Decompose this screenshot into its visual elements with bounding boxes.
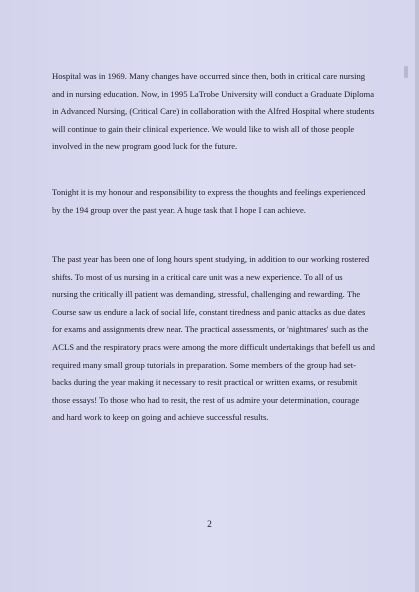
text-line: ACLS and the respiratory pracs were among the more difficult undertakings that befell us and xyxy=(52,341,375,352)
text-line: Course saw us endure a lack of social life, constant tiredness and panic attacks as due dates xyxy=(52,306,366,317)
text-line: involved in the new program good luck for the future. xyxy=(52,141,238,152)
text-line: backs during the year making it necessary to resit practical or written exams, or resubmit xyxy=(52,377,358,388)
text-line: required many small group tutorials in preparation. Some members of the group had set- xyxy=(52,359,357,370)
text-line: those essays! To those who had to resit, the rest of us admire your determination, courage xyxy=(52,394,360,405)
page-edge xyxy=(415,0,419,592)
text-line: Tonight it is my honour and responsibility to express the thoughts and feelings experienced xyxy=(52,187,366,197)
text-line: nursing the critically ill patient was demanding, stressful, challenging and rewarding. The xyxy=(52,289,361,300)
text-line: and in nursing education. Now, in 1995 LaTrobe University will conduct a Graduate Diploma xyxy=(52,88,375,99)
paragraph-1 xyxy=(52,68,374,156)
paragraph-2 xyxy=(52,184,365,219)
page-number: 2 xyxy=(207,520,212,530)
text-line: for exams and assignments drew near. The practical assessments, or 'nightmares' such as the xyxy=(52,324,369,335)
scan-mark xyxy=(404,66,408,78)
paragraph-3 xyxy=(52,251,375,427)
text-line: and hard work to keep on going and achieve successful results. xyxy=(52,412,269,423)
text-line: The past year has been one of long hours spent studying, in addition to our working rostered xyxy=(52,254,370,264)
text-line: by the 194 group over the past year. A huge task that I hope I can achieve. xyxy=(52,204,306,215)
text-line: Hospital was in 1969. Many changes have occurred since then, both in critical care nursing xyxy=(52,71,366,81)
text-line: in Advanced Nursing, (Critical Care) in collaboration with the Alfred Hospital where students xyxy=(52,106,375,117)
text-line: shifts. To most of us nursing in a critical care unit was a new experience. To all of us xyxy=(52,271,343,282)
text-line: will continue to gain their clinical experience. We would like to wish all of those people xyxy=(52,123,355,134)
